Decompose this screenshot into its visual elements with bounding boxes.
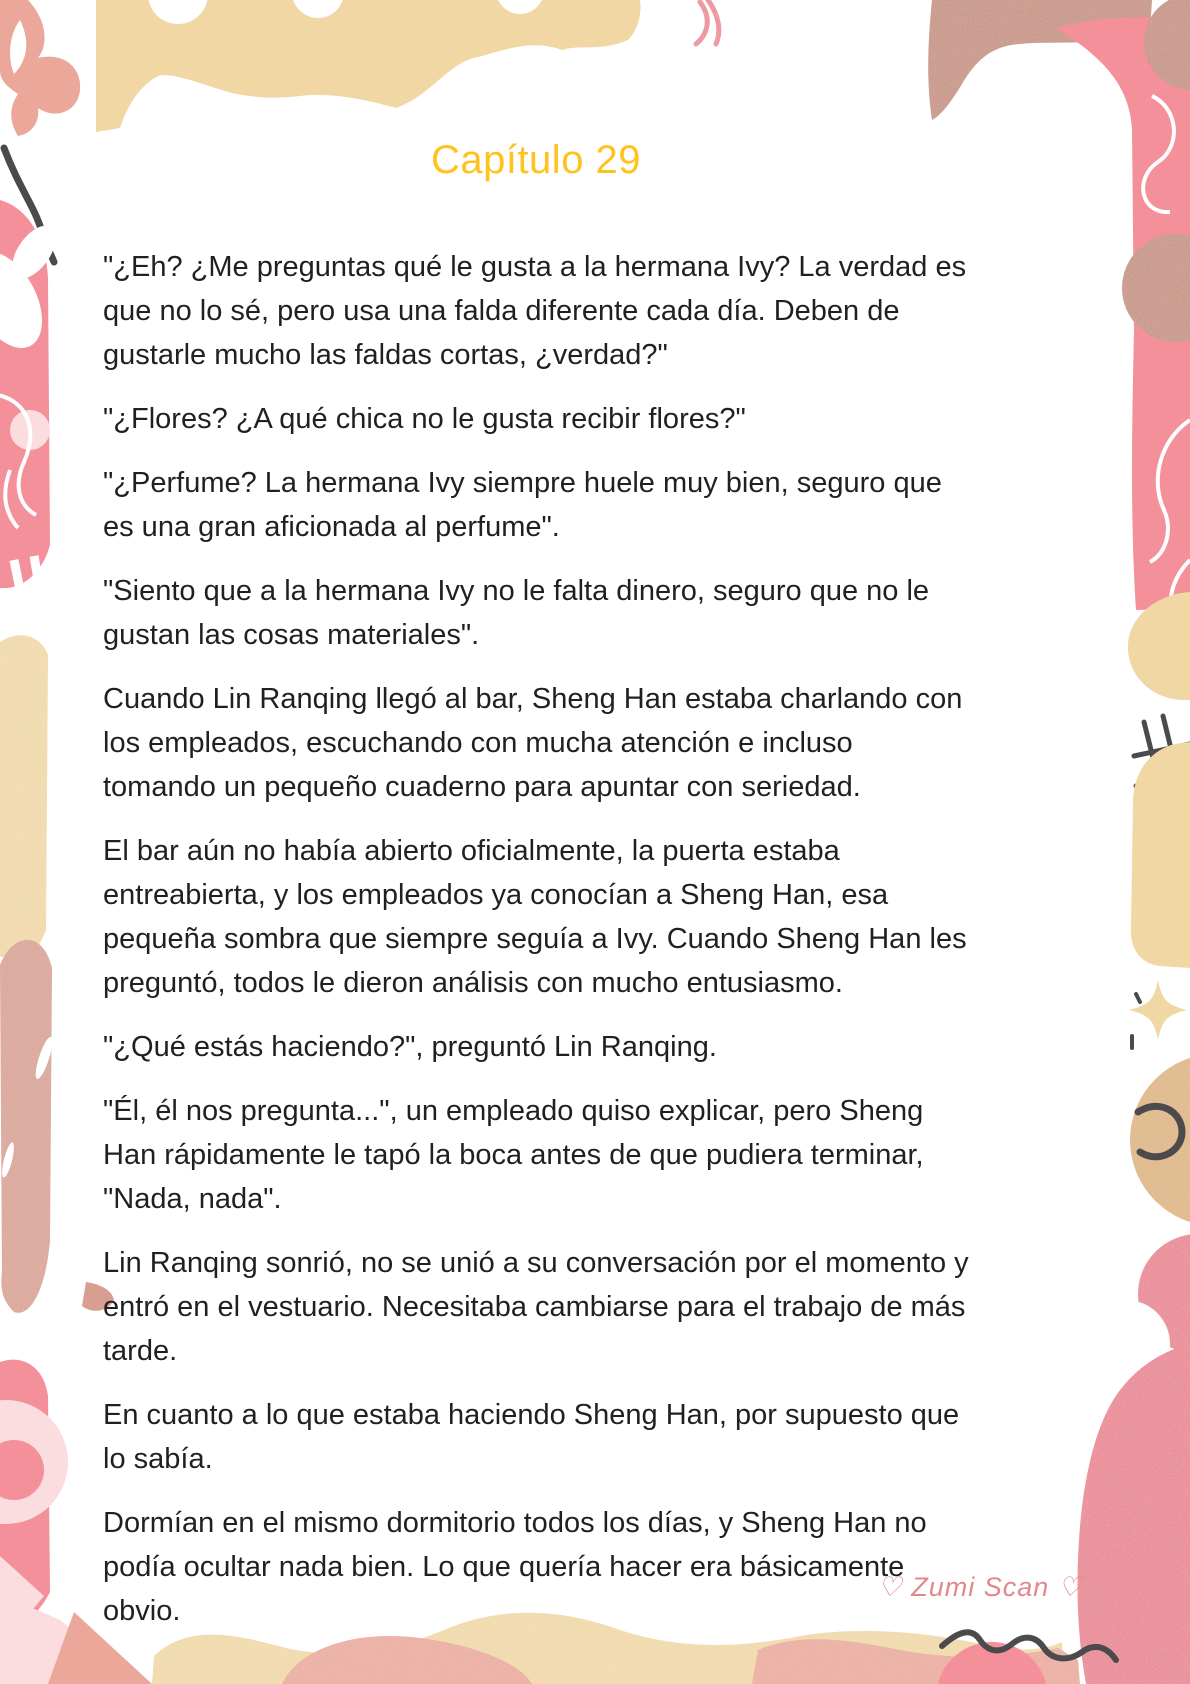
chapter-paragraph: El bar aún no había abierto oficialmente, la puerta estaba entreabierta, y los empleados ya conocían a Sheng Han, esa pequeña sombra que siempre seguía a Ivy. Cuando Sheng Han les preguntó, todos le dieron análisis con mucho entusiasmo. xyxy=(103,835,967,999)
left-tan-band xyxy=(0,635,48,959)
chapter-paragraph: Dormían en el mismo dormitorio todos los días, y Sheng Han no podía ocultar nada bien. Lo que quería hacer era básicamente obvio. xyxy=(103,1507,927,1627)
chapter-paragraph: "Siento que a la hermana Ivy no le falta dinero, seguro que no le gustan las cosas materiales". xyxy=(103,575,930,651)
left-lower-pink-band xyxy=(0,1360,68,1634)
chapter-paragraph: "Él, él nos pregunta...", un empleado quiso explicar, pero Sheng Han rápidamente le tapó la boca antes de que pudiera terminar, "Nada, nada". xyxy=(103,1095,924,1215)
top-left-salmon-shape xyxy=(0,0,80,136)
bottom-right-red-band xyxy=(1077,1234,1190,1684)
chapter-title: Capítulo 29 xyxy=(430,138,642,182)
scan-credit: ♡ Zumi Scan ♡ xyxy=(877,1572,1083,1602)
chapter-paragraph: En cuanto a lo que estaba haciendo Sheng Han, por supuesto que lo sabía. xyxy=(103,1399,960,1475)
chapter-paragraph: "¿Perfume? La hermana Ivy siempre huele muy bien, seguro que es una gran aficionada al perfume". xyxy=(103,467,942,543)
chapter-paragraph: Lin Ranqing sonrió, no se unió a su conversación por el momento y entró en el vestuario. Necesitaba cambiarse para el trabajo de más tarde. xyxy=(103,1247,969,1367)
chapter-paragraph: "¿Flores? ¿A qué chica no le gusta recibir flores?" xyxy=(103,403,746,435)
right-dark-tick-marks xyxy=(1132,994,1140,1048)
chapter-paragraphs xyxy=(103,245,969,1633)
chapter-content xyxy=(103,0,969,1653)
chapter-paragraph: "¿Qué estás haciendo?", preguntó Lin Ranqing. xyxy=(103,1031,717,1063)
chapter-paragraph: Cuando Lin Ranqing llegó al bar, Sheng Han estaba charlando con los empleados, escuchando con mucha atención e incluso tomando un pequeño cuaderno para apuntar con seriedad. xyxy=(103,683,963,803)
right-pink-band xyxy=(1056,0,1190,612)
left-pink-blob xyxy=(0,200,64,640)
sparkle-icon xyxy=(1129,980,1187,1040)
left-clay-brush-stroke xyxy=(0,940,114,1313)
chapter-paragraph: "¿Eh? ¿Me preguntas qué le gusta a la hermana Ivy? La verdad es que no lo sé, pero usa una falda diferente cada día. Deben de gustarle mucho las faldas cortas, ¿verdad?" xyxy=(103,251,967,371)
right-tall-tan-shape xyxy=(1131,742,1190,968)
